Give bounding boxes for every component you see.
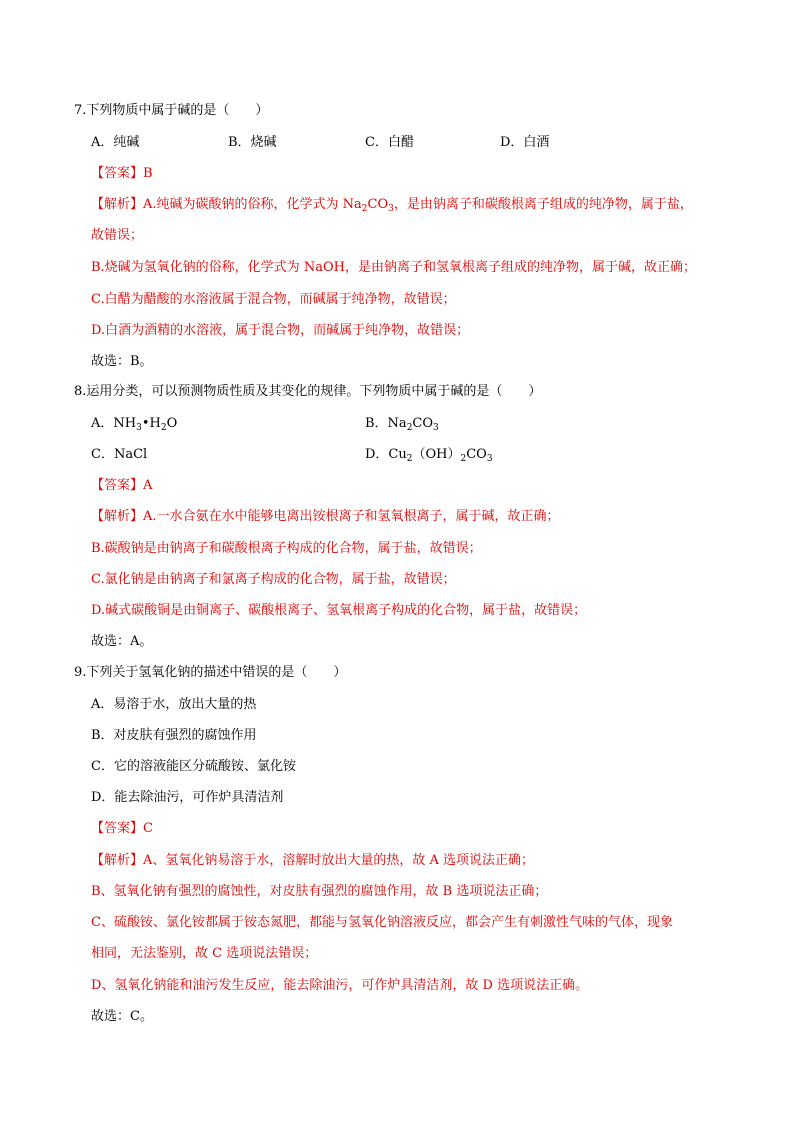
q7-analysis-line-4: C.白醋为醋酸的水溶液属于混合物，而碱属于纯净物，故错误； <box>91 292 456 307</box>
q7-option-d: D．白酒 <box>500 135 550 150</box>
q8-answer: 【答案】A <box>91 478 153 493</box>
q7-analysis-line-1: 【解析】A.纯碱为碳酸钠的俗称，化学式为 $Na_2CO_3$，是由钠离子和碳酸根离子组成的纯净物，属于盐， <box>91 197 693 214</box>
q9-analysis-line-1: 【解析】A、氢氧化钠易溶于水，溶解时放出大量的热，故 A 选项说法正确； <box>91 853 535 868</box>
q8-analysis-line-4: D.碱式碳酸铜是由铜离子、碳酸根离子、氢氧根离子构成的化合物，属于盐，故错误； <box>91 603 587 618</box>
q9-option-b: B．对皮肤有强烈的腐蚀作用 <box>91 728 257 743</box>
q9-analysis-line-2: B、氢氧化钠有强烈的腐蚀性，对皮肤有强烈的腐蚀作用，故 B 选项说法正确； <box>91 884 548 899</box>
q8-analysis-line-1: 【解析】A.一水合氨在水中能够电离出铵根离子和氢氧根离子，属于碱，故正确； <box>91 509 560 524</box>
q9-option-a: A．易溶于水，放出大量的热 <box>91 697 257 712</box>
q8-option-c: C．NaCl <box>91 447 148 462</box>
q7-conclusion: 故选：B。 <box>91 354 153 369</box>
question-8-stem: 8.运用分类，可以预测物质性质及其变化的规律。下列物质中属于碱的是（ ） <box>74 384 542 399</box>
q9-option-c: C．它的溶液能区分硫酸铵、氯化铵 <box>91 759 296 774</box>
q7-option-a: A．纯碱 <box>91 135 140 150</box>
question-7-stem: 7.下列物质中属于碱的是（ ） <box>74 103 269 118</box>
q9-analysis-line-3: C、硫酸铵、氯化铵都属于铵态氮肥，都能与氢氧化钠溶液反应，都会产生有刺激性气味的气体，现象 <box>91 915 673 930</box>
q9-option-d: D．能去除油污，可作炉具清洁剂 <box>91 790 284 805</box>
q8-option-a: A．$NH_3•H_2O$ <box>91 416 178 433</box>
q7-analysis-line-3: B.烧碱为氢氧化钠的俗称，化学式为 NaOH，是由钠离子和氢氧根离子组成的纯净物，属于碱，故正确； <box>91 260 696 275</box>
q8-analysis-line-3: C.氯化钠是由钠离子和氯离子构成的化合物，属于盐，故错误； <box>91 572 456 587</box>
q8-conclusion: 故选：A。 <box>91 634 153 649</box>
q9-analysis-line-5: D、氢氧化钠能和油污发生反应，能去除油污，可作炉具清洁剂，故 D 选项说法正确。 <box>91 978 589 993</box>
q7-answer: 【答案】B <box>91 166 153 181</box>
q9-analysis-line-4: 相同，无法鉴别，故 C 选项说法错误； <box>91 946 318 961</box>
q7-option-b: B．烧碱 <box>228 135 277 150</box>
q7-analysis-line-5: D.白酒为酒精的水溶液，属于混合物，而碱属于纯净物，故错误； <box>91 323 470 338</box>
q7-option-c: C．白醋 <box>365 135 414 150</box>
q9-answer: 【答案】C <box>91 821 153 836</box>
question-9-stem: 9.下列关于氢氧化钠的描述中错误的是（ ） <box>74 665 347 680</box>
q8-option-d: D．$Cu_2(OH)_2CO_3$ <box>365 447 493 464</box>
q8-analysis-line-2: B.碳酸钠是由钠离子和碳酸根离子构成的化合物，属于盐，故错误； <box>91 541 482 556</box>
q8-option-b: B．$Na_2CO_3$ <box>365 416 439 433</box>
q7-analysis-line-2: 故错误； <box>91 228 144 243</box>
q9-conclusion: 故选：C。 <box>91 1009 153 1024</box>
